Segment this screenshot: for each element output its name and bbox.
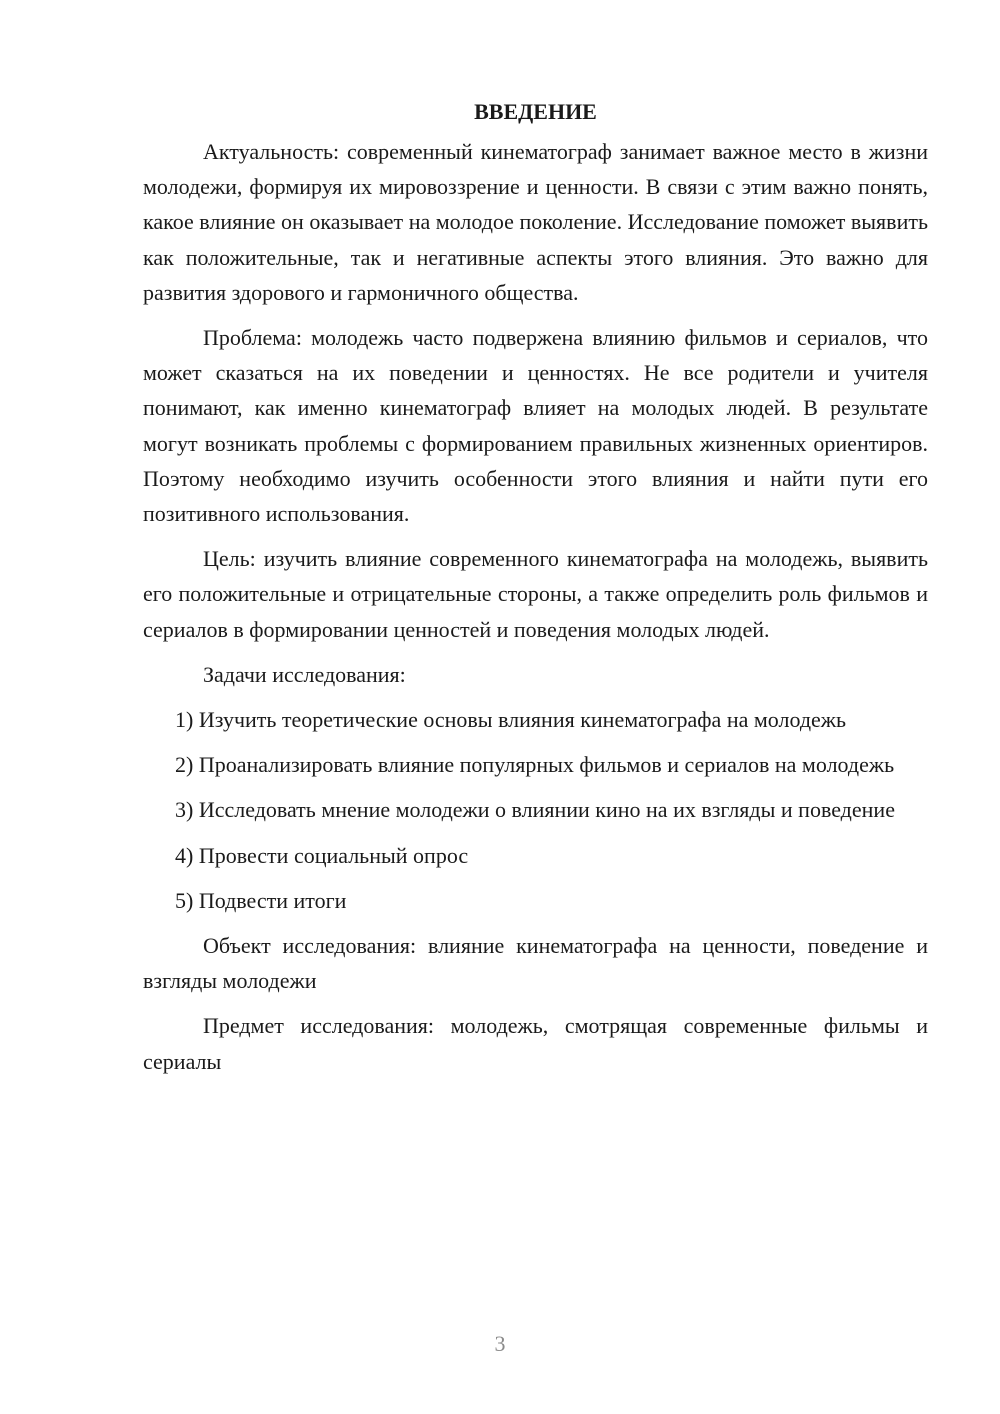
goal-paragraph: Цель: изучить влияние современного кинематографа на молодежь, выявить его положительные и отрицательные стороны, а также определить роль фильмов и сериалов в формировании ценностей и поведения молодых людей. — [143, 546, 928, 642]
document-page — [143, 94, 928, 1089]
task-item: 5) Подвести итоги — [175, 887, 347, 913]
task-item: 2) Проанализировать влияние популярных фильмов и сериалов на молодежь — [175, 752, 895, 778]
page-title: ВВЕДЕНИЕ — [474, 99, 597, 124]
task-item: 1) Изучить теоретические основы влияния кинематографа на молодежь — [175, 707, 847, 733]
object-paragraph: Объект исследования: влияние кинематографа на ценности, поведение и взгляды молодежи — [143, 933, 928, 994]
task-item: 3) Исследовать мнение молодежи о влиянии кино на их взгляды и поведение — [175, 797, 895, 823]
task-item: 4) Провести социальный опрос — [175, 842, 469, 868]
subject-paragraph: Предмет исследования: молодежь, смотрящая современные фильмы и сериалы — [143, 1013, 928, 1074]
page-number: 3 — [494, 1331, 506, 1356]
relevance-paragraph: Актуальность: современный кинематограф занимает важное место в жизни молодежи, формируя их мировоззрение и ценности. В связи с этим важно понять, какое влияние он оказывает на молодое поколение. Исследование поможет выявить как положительные, так и негативные аспекты этого влияния. Это важно для развития здорового и гармоничного общества. — [143, 139, 928, 305]
tasks-heading: Задачи исследования: — [203, 661, 406, 687]
problem-paragraph: Проблема: молодежь часто подвержена влиянию фильмов и сериалов, что может сказаться на их поведении и ценностях. Не все родители и учителя понимают, как именно кинематограф влияет на молодых людей. В результате могут возникать проблемы с формированием правильных жизненных ориентиров. Поэтому необходимо изучить особенности этого влияния и найти пути его позитивного использования. — [143, 325, 928, 527]
